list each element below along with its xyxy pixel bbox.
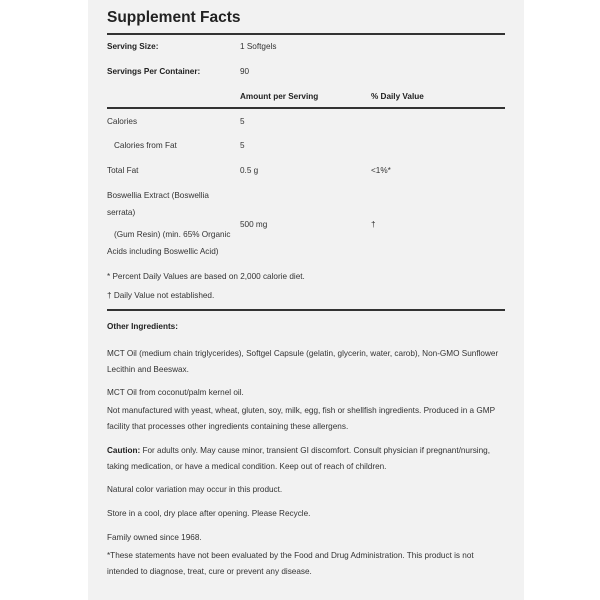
title-rule [107,33,505,35]
daily-value-header: % Daily Value [371,92,424,101]
other-ingredients-heading: Other Ingredients: [107,322,178,331]
total-fat-amount: 0.5 g [240,166,259,175]
footnote-not-established: † Daily Value not established. [107,291,215,300]
boswellia-amount: 500 mg [240,220,268,229]
calories-amount: 5 [240,117,245,126]
servings-per-container-value: 90 [240,67,250,76]
color-variation-note: Natural color variation may occur in this product. [107,485,283,494]
boswellia-name-line2: serrata) [107,208,136,217]
fda-disclaimer: *These statements have not been evaluated by the Food and Drug Administration. This product is not intended to diagnose, treat, cure or prevent any disease. [107,551,474,576]
boswellia-name-line4: Acids including Boswellic Acid) [107,247,219,256]
servings-per-container-label: Servings Per Container: [107,67,201,76]
ingredients-list: MCT Oil (medium chain triglycerides), Softgel Capsule (gelatin, glycerin, water, carob), Non-GMO Sunflower Lecithin and Beeswax. [107,349,499,374]
total-fat-daily-value: <1%* [371,166,391,175]
boswellia-name-line3: (Gum Resin) (min. 65% Organic [114,230,231,239]
calories-name: Calories [107,117,138,126]
page-title: Supplement Facts [107,9,241,26]
boswellia-daily-value: † [371,220,376,229]
caution-statement [107,443,505,475]
caution-label: Caution: [107,446,141,455]
total-fat-name: Total Fat [107,166,139,175]
caution-text: For adults only. May cause minor, transient GI discomfort. Consult physician if pregnant/nursing, taking medication, or have a medical condition. Keep out of reach of children. [107,446,491,471]
footnote-percent-dv: * Percent Daily Values are based on 2,000 calorie diet. [107,272,305,281]
calories-from-fat-name: Calories from Fat [114,141,177,150]
boswellia-name-line1: Boswellia Extract (Boswellia [107,191,209,200]
storage-note: Store in a cool, dry place after opening. Please Recycle. [107,509,311,518]
serving-size-value: 1 Softgels [240,42,277,51]
header-rule [107,107,505,109]
mct-source: MCT Oil from coconut/palm kernel oil. [107,388,244,397]
facts-bottom-rule [107,309,505,311]
amount-per-serving-header: Amount per Serving [240,92,319,101]
calories-from-fat-amount: 5 [240,141,245,150]
serving-size-label: Serving Size: [107,42,159,51]
family-owned-note: Family owned since 1968. [107,533,202,542]
manufacturing-statement: Not manufactured with yeast, wheat, gluten, soy, milk, egg, fish or shellfish ingredients. Produced in a GMP facility that processes other ingredients containing these allergens. [107,406,495,431]
